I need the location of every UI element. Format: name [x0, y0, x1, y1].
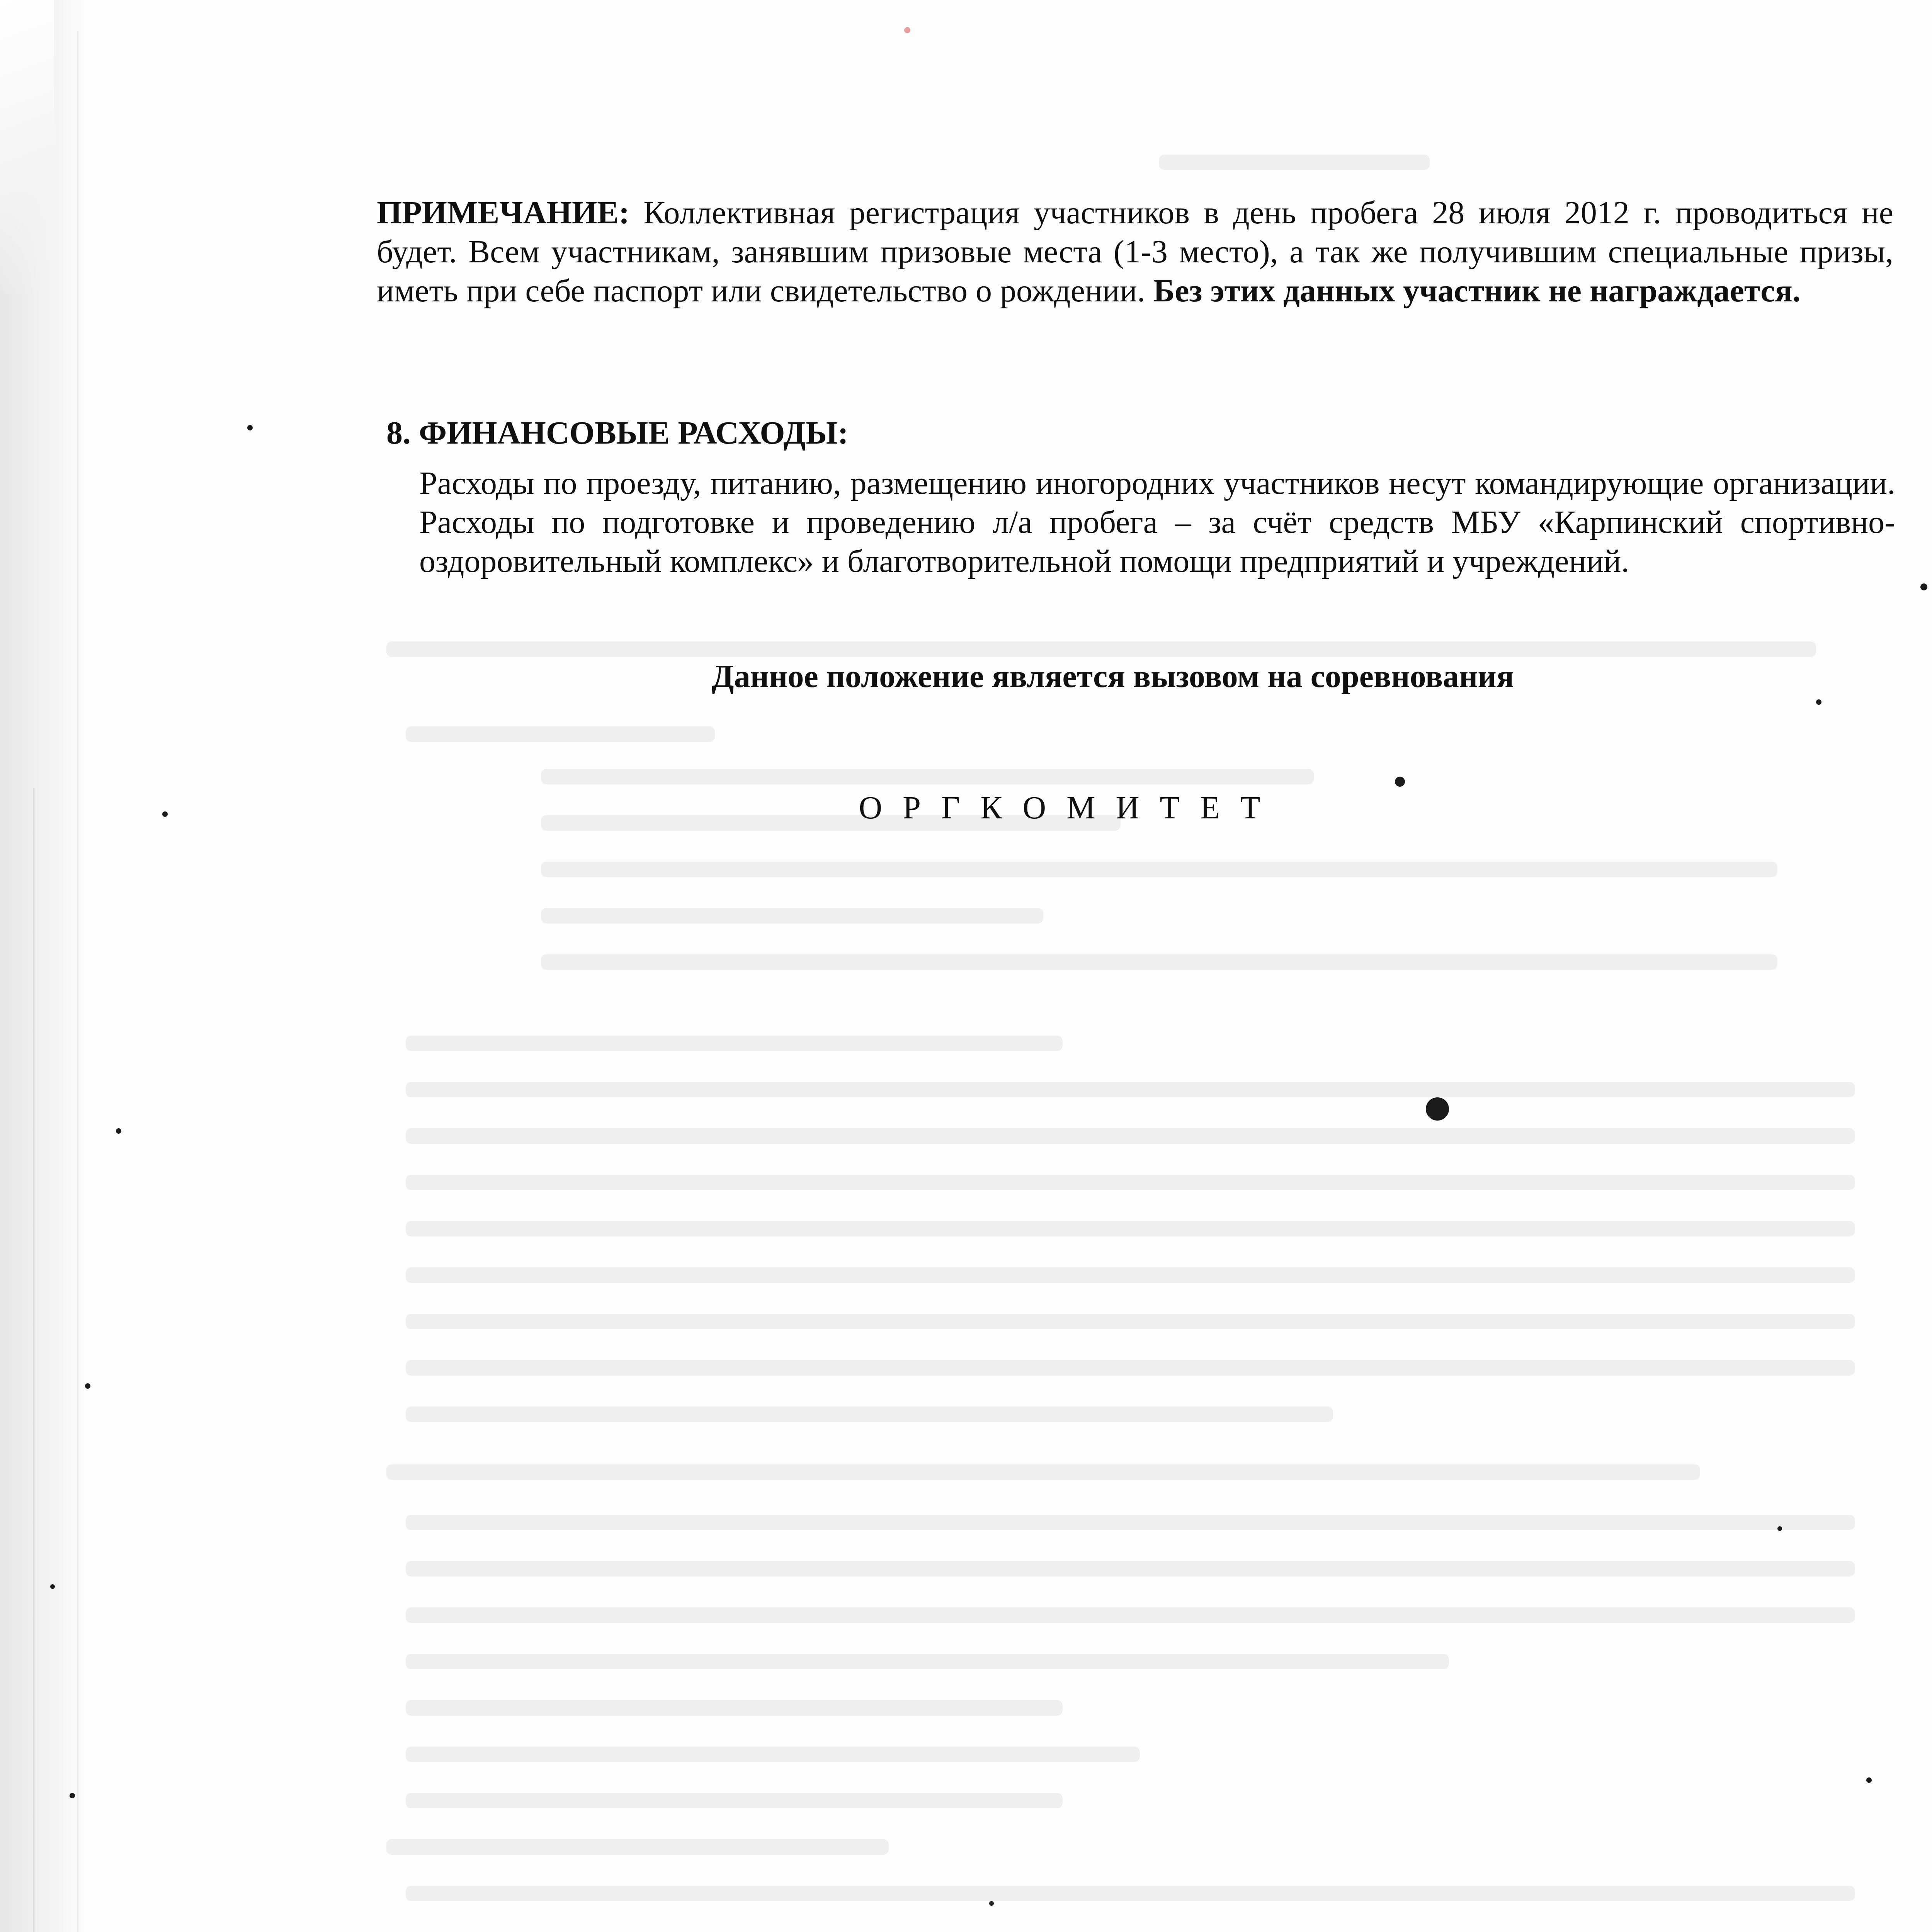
section-8-body: Расходы по проезду, питанию, размещению иногородних участников несут командирующие организации. Расходы по подготовке и проведению л/а пробега – за счёт средств МБУ «Карпинский спортивно-оздоровительный комплекс» и благотворительной помощи предприятий и учреждений.	[419, 465, 1895, 579]
note-paragraph	[377, 193, 1893, 310]
note-text: Коллективная регистрация участников в день пробега 28 июля 2012 г. проводиться не будет. Всем участникам, занявшим призовые места (1-3 место), а так же получившим специальные призы, иметь при себе паспорт или свидетельство о рождении.	[377, 195, 1893, 309]
note-label: ПРИМЕЧАНИЕ:	[377, 195, 630, 231]
organizing-committee-heading: О Р Г К О М И Т Е Т	[859, 790, 1267, 826]
note-warning: Без этих данных участник не награждается.	[1153, 273, 1801, 309]
call-statement: Данное положение является вызовом на соревнования	[711, 658, 1514, 694]
section-8-title: 8. ФИНАНСОВЫЕ РАСХОДЫ:	[386, 415, 849, 451]
